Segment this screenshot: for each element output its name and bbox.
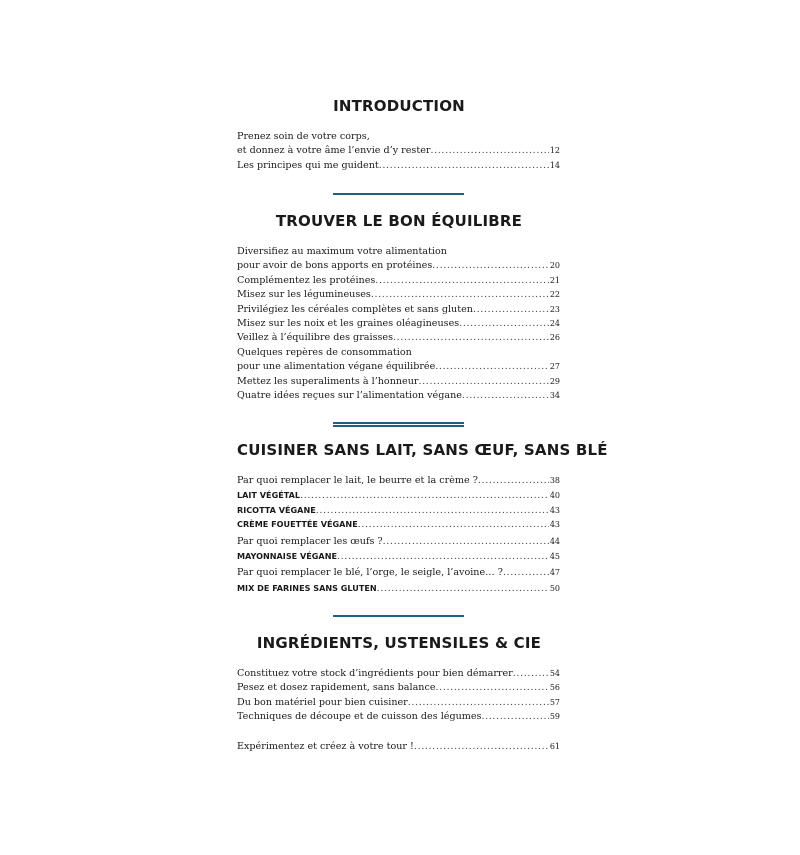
toc-page-number: 56 bbox=[549, 683, 560, 693]
toc-entry-text: Diversifiez au maximum votre alimentation bbox=[237, 246, 447, 257]
dot-leader bbox=[513, 667, 549, 681]
toc-page-number: 40 bbox=[549, 491, 560, 501]
section-divider bbox=[333, 193, 464, 195]
toc-recipe-entry[interactable] bbox=[237, 488, 560, 502]
toc-entry-text: Mettez les superaliments à l’honneur bbox=[237, 375, 419, 387]
toc-recipe-entry[interactable] bbox=[237, 503, 560, 517]
toc-list-ingredients bbox=[237, 667, 560, 754]
toc-entry-text: Quatre idées reçues sur l’alimentation végane bbox=[237, 389, 462, 401]
toc-page-number: 57 bbox=[549, 697, 560, 707]
dot-leader bbox=[393, 331, 549, 345]
toc-entry[interactable] bbox=[237, 375, 560, 389]
toc-recipe-text: LAIT VÉGÉTAL bbox=[237, 490, 301, 501]
toc-page-number: 20 bbox=[549, 261, 560, 271]
toc-entry[interactable] bbox=[237, 740, 560, 754]
toc-page-number: 12 bbox=[549, 146, 560, 156]
toc-page-number: 43 bbox=[549, 520, 560, 530]
dot-leader bbox=[503, 566, 549, 580]
toc-entry-text: Misez sur les noix et les graines oléagineuses bbox=[237, 317, 460, 329]
dot-leader bbox=[300, 489, 549, 503]
toc-page-number: 34 bbox=[549, 390, 560, 400]
toc-page-number: 61 bbox=[549, 741, 560, 751]
dot-leader bbox=[414, 740, 549, 754]
toc-recipe-text: RICOTTA VÉGANE bbox=[237, 504, 316, 515]
toc-entry[interactable] bbox=[237, 474, 560, 488]
toc-entry-text: et donnez à votre âme l’envie d’y rester bbox=[237, 145, 431, 157]
toc-recipe-entry[interactable] bbox=[237, 581, 560, 595]
toc-entry[interactable] bbox=[237, 535, 560, 549]
toc-list-equilibre bbox=[237, 245, 560, 403]
dot-leader bbox=[430, 144, 548, 158]
toc-page-number: 21 bbox=[549, 275, 560, 285]
dot-leader bbox=[473, 303, 549, 317]
dot-leader bbox=[459, 317, 549, 331]
toc-recipe-text: MAYONNAISE VÉGANE bbox=[237, 550, 337, 561]
dot-leader bbox=[435, 360, 549, 374]
toc-entry[interactable] bbox=[237, 331, 560, 345]
toc-page-number: 14 bbox=[549, 160, 560, 170]
toc-page-number: 54 bbox=[549, 669, 560, 678]
toc-page-number: 43 bbox=[549, 505, 560, 515]
dot-leader bbox=[358, 518, 549, 532]
toc-entry[interactable] bbox=[237, 317, 560, 331]
toc-recipe-text: MIX DE FARINES SANS GLUTEN bbox=[237, 582, 377, 593]
toc-entry-text: Privilégiez les céréales complètes et sans gluten bbox=[237, 303, 473, 315]
toc-entry[interactable] bbox=[237, 144, 560, 158]
toc-recipe-text: CRÈME FOUETTÉE VÉGANE bbox=[237, 519, 358, 530]
toc-list-introduction bbox=[237, 130, 560, 173]
toc-recipe-entry[interactable] bbox=[237, 549, 560, 563]
toc-entry[interactable] bbox=[237, 288, 560, 302]
toc-entry[interactable] bbox=[237, 259, 560, 273]
toc-list-cuisiner bbox=[237, 474, 560, 595]
toc-page-number: 44 bbox=[549, 536, 560, 546]
toc-entry[interactable] bbox=[237, 274, 560, 288]
dot-leader bbox=[383, 535, 549, 549]
toc-page-number: 29 bbox=[549, 376, 560, 386]
toc-page-number: 47 bbox=[549, 568, 560, 578]
toc-entry-text: Par quoi remplacer les œufs ? bbox=[237, 535, 383, 547]
toc-entry-text: Du bon matériel pour bien cuisiner bbox=[237, 696, 408, 708]
toc-entry-text: Prenez soin de votre corps, bbox=[237, 131, 370, 142]
toc-entry-text: pour une alimentation végane équilibrée bbox=[237, 361, 436, 373]
toc-page-number: 38 bbox=[549, 476, 560, 485]
toc-entry[interactable] bbox=[237, 130, 560, 144]
toc-entry-text: Quelques repères de consommation bbox=[237, 346, 412, 358]
toc-recipe-entry[interactable] bbox=[237, 517, 560, 531]
dot-leader bbox=[377, 582, 549, 596]
toc-entry[interactable] bbox=[237, 566, 560, 580]
dot-leader bbox=[432, 259, 549, 273]
dot-leader bbox=[419, 375, 549, 389]
toc-entry-text: Constituez votre stock d’ingrédients pour bien démarrer bbox=[237, 668, 513, 679]
dot-leader bbox=[337, 550, 549, 564]
section-title-cuisiner: CUISINER SANS LAIT, SANS ŒUF, SANS BLÉ bbox=[237, 441, 608, 459]
toc-entry-text: Expérimentez et créez à votre tour ! bbox=[237, 740, 414, 752]
toc-entry-text: Techniques de découpe et de cuisson des légumes bbox=[237, 711, 482, 723]
toc-entry-text: Les principes qui me guident bbox=[237, 159, 379, 171]
dot-leader bbox=[436, 681, 549, 695]
section-divider bbox=[333, 615, 464, 617]
toc-entry-text: Par quoi remplacer le lait, le beurre et la crème ? bbox=[237, 475, 478, 486]
toc-entry-text: Par quoi remplacer le blé, l’orge, le seigle, l’avoine… ? bbox=[237, 567, 503, 579]
toc-page-number: 59 bbox=[549, 712, 560, 722]
dot-leader bbox=[478, 474, 549, 488]
toc-entry[interactable] bbox=[237, 710, 560, 724]
dot-leader bbox=[371, 288, 549, 302]
toc-entry[interactable] bbox=[237, 245, 560, 259]
toc-page-number: 26 bbox=[549, 333, 560, 343]
toc-entry[interactable] bbox=[237, 346, 560, 360]
dot-leader bbox=[379, 159, 549, 173]
toc-page-number: 50 bbox=[549, 583, 560, 593]
toc-page-number: 27 bbox=[549, 362, 560, 372]
toc-entry-text: Veillez à l’équilibre des graisses bbox=[237, 332, 394, 344]
dot-leader bbox=[481, 710, 548, 724]
toc-page-number: 45 bbox=[549, 551, 560, 561]
toc-entry-text: Misez sur les légumineuses bbox=[237, 289, 371, 301]
section-title-ingredients: INGRÉDIENTS, USTENSILES & CIE bbox=[256, 634, 542, 652]
dot-leader bbox=[408, 696, 549, 710]
toc-entry-text: pour avoir de bons apports en protéines bbox=[237, 260, 433, 272]
section-title-introduction: INTRODUCTION bbox=[333, 97, 465, 115]
section-title-equilibre: TROUVER LE BON ÉQUILIBRE bbox=[275, 212, 523, 230]
dot-leader bbox=[462, 389, 549, 403]
toc-page-number: 23 bbox=[549, 304, 560, 314]
toc-page-number: 24 bbox=[549, 318, 560, 328]
toc-entry[interactable] bbox=[237, 303, 560, 317]
toc-entry[interactable] bbox=[237, 389, 560, 403]
toc-entry[interactable] bbox=[237, 667, 560, 681]
toc-page-number: 22 bbox=[549, 290, 560, 300]
toc-entry-text: Complémentez les protéines bbox=[237, 274, 376, 286]
toc-entry[interactable] bbox=[237, 360, 560, 374]
section-divider-double bbox=[333, 422, 464, 427]
toc-entry-text: Pesez et dosez rapidement, sans balance bbox=[237, 682, 436, 694]
toc-entry[interactable] bbox=[237, 681, 560, 695]
toc-entry[interactable] bbox=[237, 696, 560, 710]
dot-leader bbox=[316, 504, 549, 518]
toc-entry[interactable] bbox=[237, 159, 560, 173]
spacer bbox=[237, 725, 560, 740]
dot-leader bbox=[375, 274, 549, 288]
